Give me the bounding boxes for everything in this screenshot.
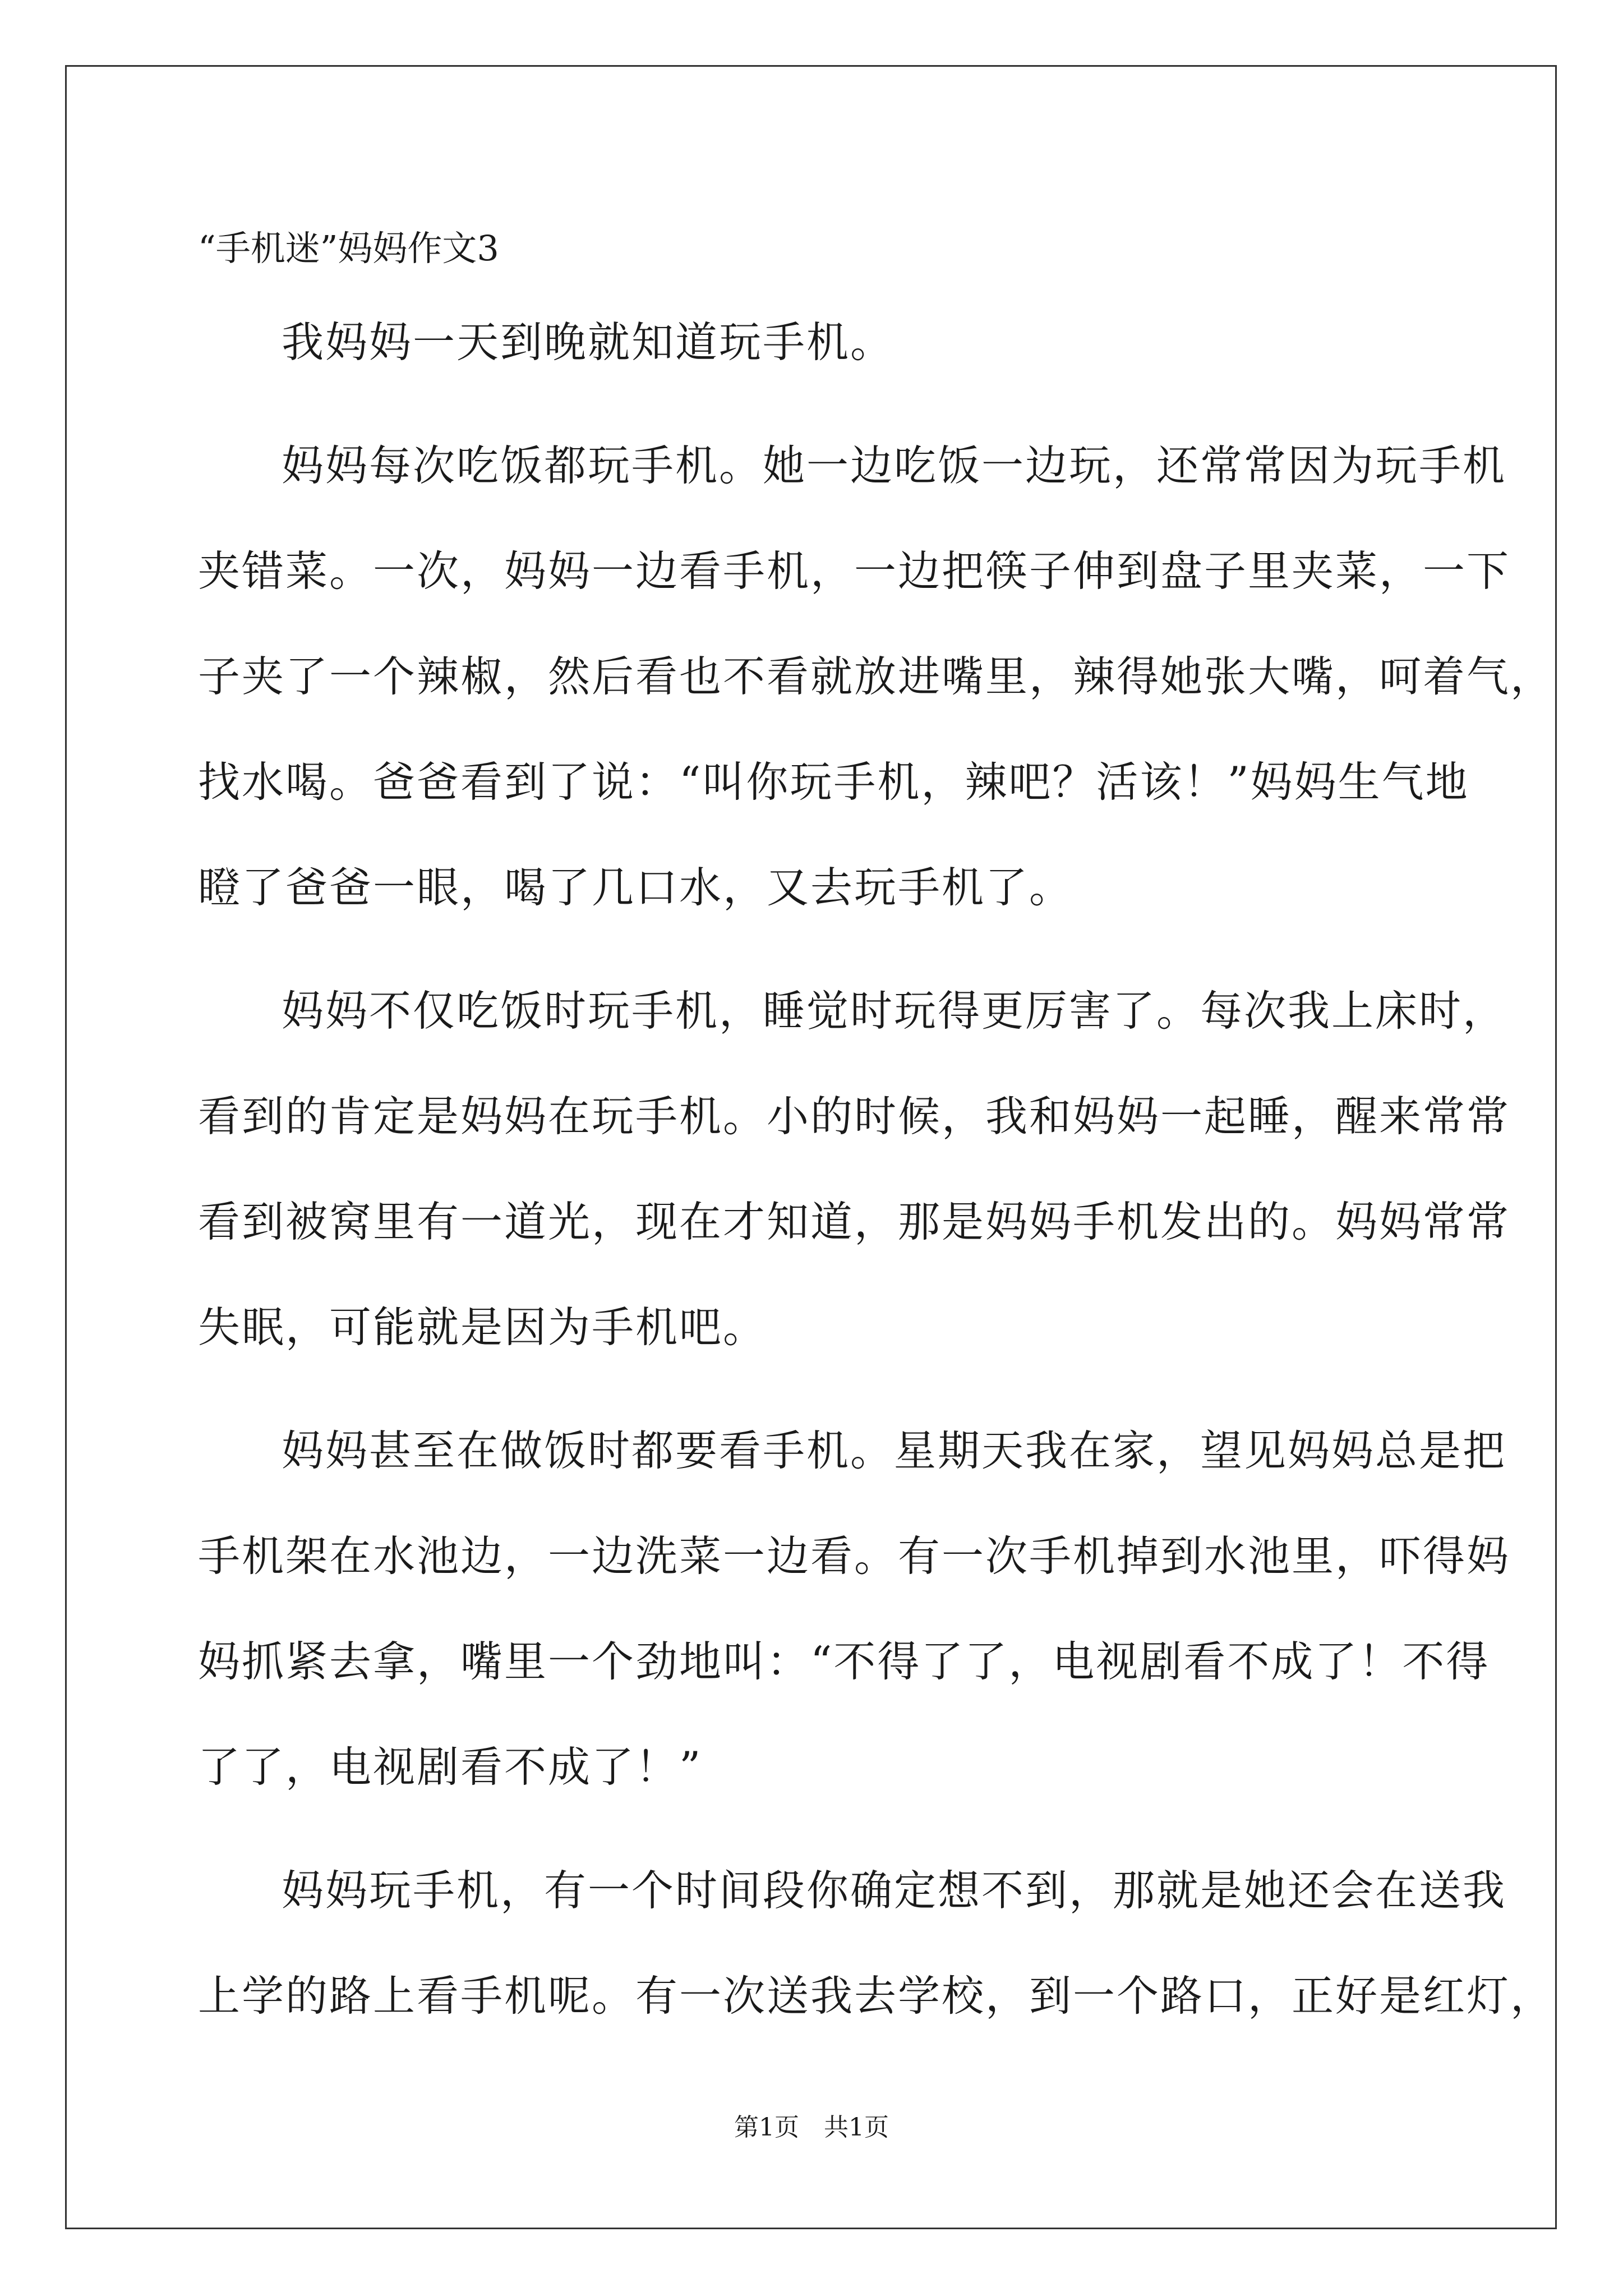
text-line: 夹错菜。一次，妈妈一边看手机，一边把筷子伸到盘子里夹菜，一下 bbox=[198, 546, 1511, 596]
text-line: 妈抓紧去拿，嘴里一个劲地叫：“不得了了，电视剧看不成了！不得 bbox=[198, 1637, 1490, 1686]
document-title: “手机迷”妈妈作文3 bbox=[198, 228, 499, 269]
text-line: 找水喝。爸爸看到了说：“叫你玩手机，辣吧？活该！”妈妈生气地 bbox=[198, 757, 1469, 807]
text-line: 子夹了一个辣椒，然后看也不看就放进嘴里，辣得她张大嘴，呵着气， bbox=[198, 652, 1555, 701]
text-line: 手机架在水池边，一边洗菜一边看。有一次手机掉到水池里，吓得妈 bbox=[198, 1531, 1511, 1581]
page-number: 第1页 共1页 bbox=[734, 2113, 889, 2142]
text-line: 我妈妈一天到晚就知道玩手机。 bbox=[282, 318, 895, 367]
text-line: 妈妈不仅吃饭时玩手机，睡觉时玩得更厉害了。每次我上床时， bbox=[282, 986, 1507, 1036]
text-line: 妈妈甚至在做饭时都要看手机。星期天我在家，望见妈妈总是把 bbox=[282, 1426, 1507, 1475]
text-line: 失眠，可能就是因为手机吧。 bbox=[198, 1303, 767, 1352]
text-line: 看到的肯定是妈妈在玩手机。小的时候，我和妈妈一起睡，醒来常常 bbox=[198, 1092, 1511, 1141]
text-line: 了了，电视剧看不成了！” bbox=[198, 1742, 703, 1792]
text-line: 上学的路上看手机呢。有一次送我去学校，到一个路口，正好是红灯， bbox=[198, 1971, 1555, 2021]
text-line: 妈妈每次吃饭都玩手机。她一边吃饭一边玩，还常常因为玩手机 bbox=[282, 441, 1507, 490]
text-line: 看到被窝里有一道光，现在才知道，那是妈妈手机发出的。妈妈常常 bbox=[198, 1197, 1511, 1246]
text-line: 瞪了爸爸一眼，喝了几口水，又去玩手机了。 bbox=[198, 863, 1073, 912]
text-line: 妈妈玩手机，有一个时间段你确定想不到，那就是她还会在送我 bbox=[282, 1866, 1507, 1915]
